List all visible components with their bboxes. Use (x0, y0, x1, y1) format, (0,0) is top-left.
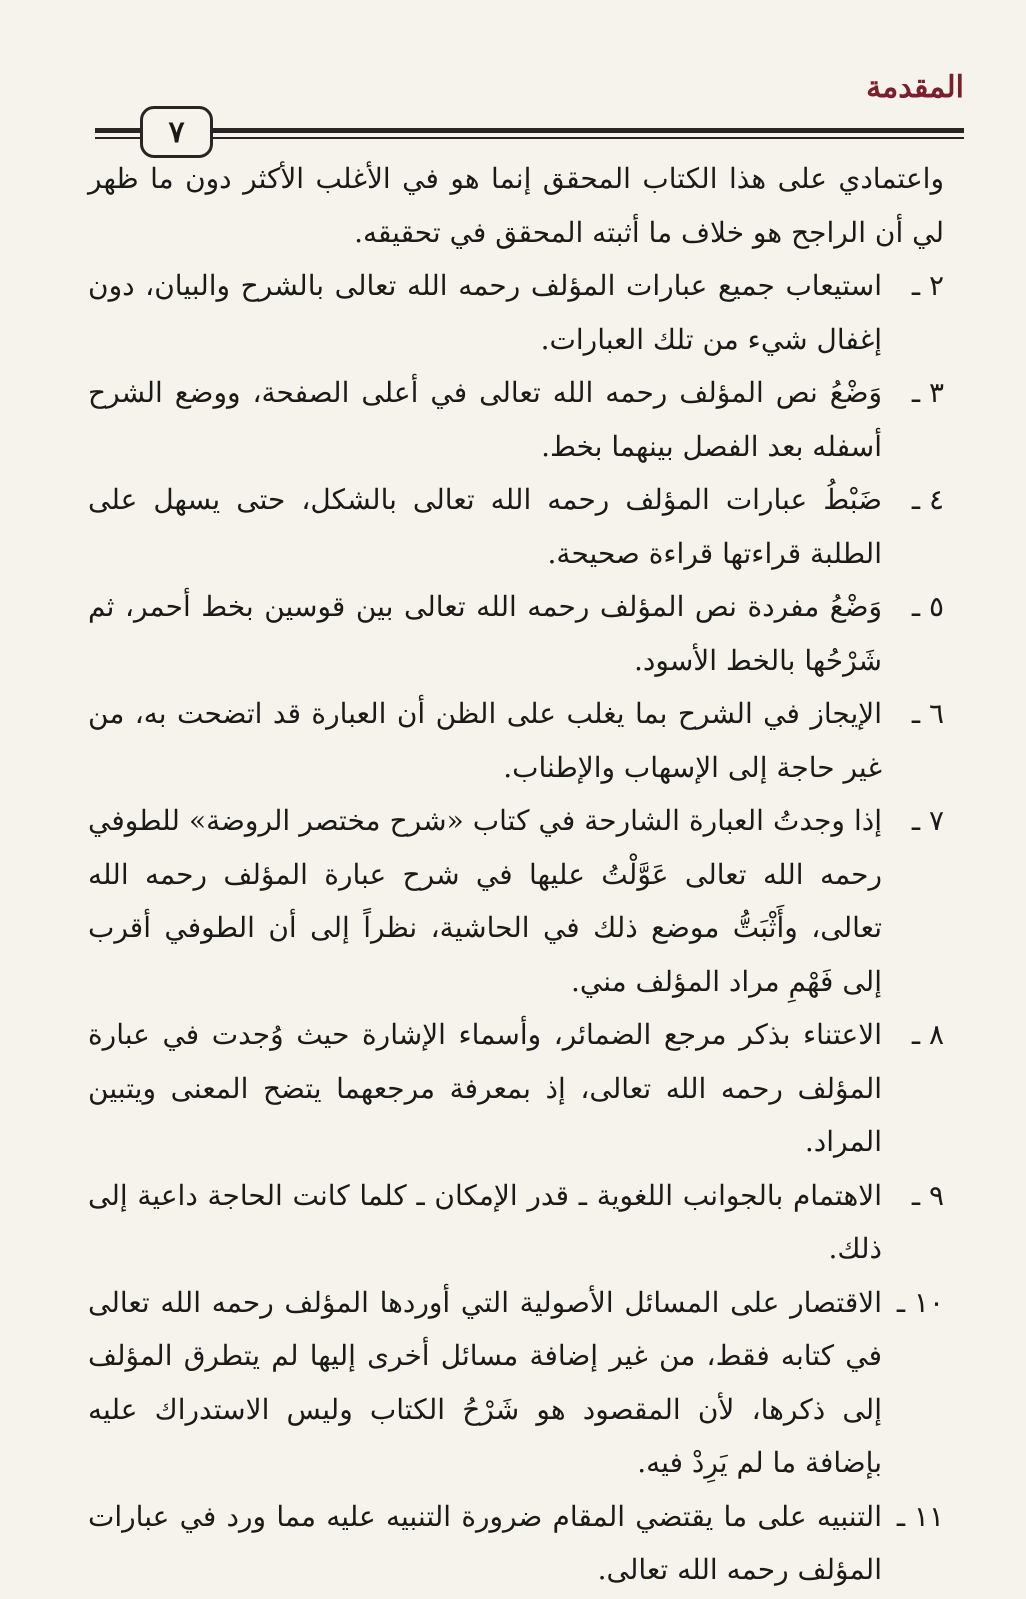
list-item (88, 1490, 944, 1597)
list-item (88, 580, 944, 687)
list-item-text: ضَبْطُ عبارات المؤلف رحمه الله تعالى بالشكل، حتى يسهل على الطلبة قراءتها قراءة صحيحة. (88, 483, 882, 570)
running-title: المقدمة (866, 70, 964, 105)
list-item-text: الاهتمام بالجوانب اللغوية ـ قدر الإمكان ـ كلما كانت الحاجة داعية إلى ذلك. (88, 1178, 882, 1265)
list-item-text: الإيجاز في الشرح بما يغلب على الظن أن العبارة قد اتضحت به، من غير حاجة إلى الإسهاب والإطناب. (88, 697, 882, 784)
header-rule-thin (213, 137, 964, 139)
list-item (88, 473, 944, 580)
list-item-text: الاعتناء بذكر مرجع الضمائر، وأسماء الإشارة حيث وُجدت في عبارة المؤلف رحمه الله تعالى، إذ بمعرفة مرجعهما يتضح المعنى ويتبين المراد. (88, 1018, 882, 1158)
list-item-text: وَضْعُ نص المؤلف رحمه الله تعالى في أعلى الصفحة، ووضع الشرح أسفله بعد الفصل بينهما بخط. (88, 376, 883, 463)
list-item-number: ٣ ـ (911, 376, 944, 409)
list-item-text: إذا وجدتُ العبارة الشارحة في كتاب «شرح مختصر الروضة» للطوفي رحمه الله تعالى عَوَّلْتُ عليها في شرح عبارة المؤلف رحمه الله تعالى، وأَثْبَتُّ موضع ذلك في الحاشية، نظراً إلى أن الطوفي أقرب إلى فَهْمِ مراد المؤلف مني. (88, 804, 882, 998)
list-item-number: ٦ ـ (911, 697, 944, 730)
list-item (88, 687, 944, 794)
page-number: ٧ (140, 106, 213, 158)
header-rule-thick-left (95, 128, 140, 133)
list-item (88, 366, 944, 473)
list-item-text: التنبيه على ما يقتضي المقام ضرورة التنبيه عليه مما ورد في عبارات المؤلف رحمه الله تعالى. (88, 1499, 882, 1586)
list-item (88, 1169, 944, 1276)
list-item-number: ٩ ـ (911, 1178, 944, 1212)
intro-paragraph: واعتمادي على هذا الكتاب المحقق إنما هو في الأغلب الأكثر دون ما ظهر لي أن الراجح هو خلاف ما أثبته المحقق في تحقيقه. (88, 162, 944, 249)
list-item-number: ٨ ـ (911, 1018, 944, 1051)
list-item-number: ٤ ـ (911, 483, 944, 516)
list-item-text: استيعاب جميع عبارات المؤلف رحمه الله تعالى بالشرح والبيان، دون إغفال شيء من تلك العبارات. (88, 269, 882, 356)
body-text (88, 152, 944, 1597)
list-item-text: وَضْعُ مفردة نص المؤلف رحمه الله تعالى بين قوسين بخط أحمر، ثم شَرْحُها بالخط الأسود. (88, 590, 883, 677)
list-item-number: ٢ ـ (911, 269, 944, 302)
list-item-text: الاقتصار على المسائل الأصولية التي أوردها المؤلف رحمه الله تعالى في كتابه فقط، من غير إضافة مسائل أخرى إليها لم يتطرق المؤلف إلى ذكرها، لأن المقصود هو شَرْحُ الكتاب وليس الاستدراك عليه بإضافة ما لم يَرِدْ فيه. (88, 1285, 882, 1479)
list-item-number: ١٠ ـ (896, 1285, 944, 1319)
list-item (88, 794, 944, 1008)
header-rule-thin-left (95, 137, 140, 139)
list-item-number: ٧ ـ (911, 804, 944, 837)
list-item-number: ١١ ـ (896, 1499, 944, 1533)
list-item (88, 1008, 944, 1169)
list-item (88, 259, 944, 366)
header-rule-thick (213, 128, 964, 133)
list-item-number: ٥ ـ (911, 590, 944, 623)
list-item (88, 1276, 944, 1490)
